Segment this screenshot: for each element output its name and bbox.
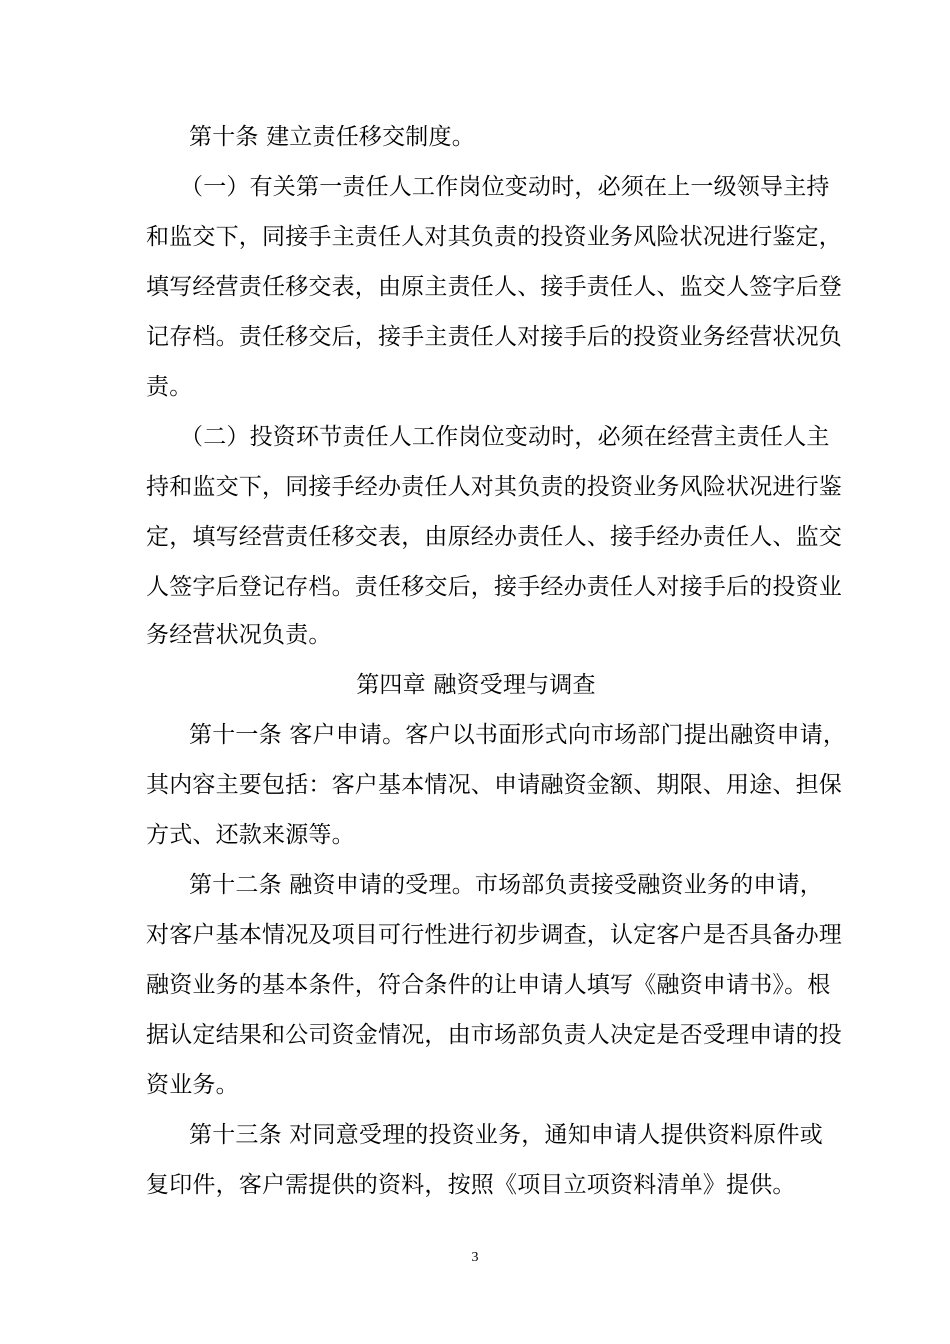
paragraph-line: （一）有关第一责任人工作岗位变动时，必须在上一级领导主持 <box>180 174 830 200</box>
chapter-heading: 第四章 融资受理与调查 <box>356 672 596 698</box>
paragraph-line: 复印件，客户需提供的资料，按照《项目立项资料清单》提供。 <box>146 1172 796 1198</box>
article-12-heading: 第十二条 融资申请的受理。市场部负责接受融资业务的申请， <box>189 872 823 898</box>
paragraph-line: 据认定结果和公司资金情况，由市场部负责人决定是否受理申请的投 <box>146 1022 842 1048</box>
paragraph-line: 填写经营责任移交表，由原主责任人、接手责任人、监交人签字后登 <box>146 274 842 300</box>
paragraph-line: 资业务。 <box>146 1072 239 1098</box>
paragraph-line: 人签字后登记存档。责任移交后，接手经办责任人对接手后的投资业 <box>146 574 842 600</box>
paragraph-line: 记存档。责任移交后，接手主责任人对接手后的投资业务经营状况负 <box>146 324 842 350</box>
article-11-heading: 第十一条 客户申请。客户以书面形式向市场部门提出融资申请， <box>189 722 847 748</box>
paragraph-line: 融资业务的基本条件，符合条件的让申请人填写《融资申请书》。根 <box>146 972 831 998</box>
article-10-heading: 第十条 建立责任移交制度。 <box>189 124 475 150</box>
paragraph-line: 对客户基本情况及项目可行性进行初步调查，认定客户是否具备办理 <box>146 922 842 948</box>
paragraph-line: 定，填写经营责任移交表，由原经办责任人、接手经办责任人、监交 <box>146 524 842 550</box>
paragraph-line: 和监交下，同接手主责任人对其负责的投资业务风险状况进行鉴定， <box>146 224 842 250</box>
article-13-heading: 第十三条 对同意受理的投资业务，通知申请人提供资料原件或 <box>189 1122 823 1148</box>
paragraph-line: 方式、还款来源等。 <box>146 822 355 848</box>
paragraph-line: 责。 <box>146 374 193 400</box>
page-number: 3 <box>471 1250 479 1265</box>
paragraph-line: 持和监交下，同接手经办责任人对其负责的投资业务风险状况进行鉴 <box>146 474 842 500</box>
paragraph-line: （二）投资环节责任人工作岗位变动时，必须在经营主责任人主 <box>180 424 830 450</box>
paragraph-line: 其内容主要包括：客户基本情况、申请融资金额、期限、用途、担保 <box>146 772 842 798</box>
paragraph-line: 务经营状况负责。 <box>146 622 332 648</box>
